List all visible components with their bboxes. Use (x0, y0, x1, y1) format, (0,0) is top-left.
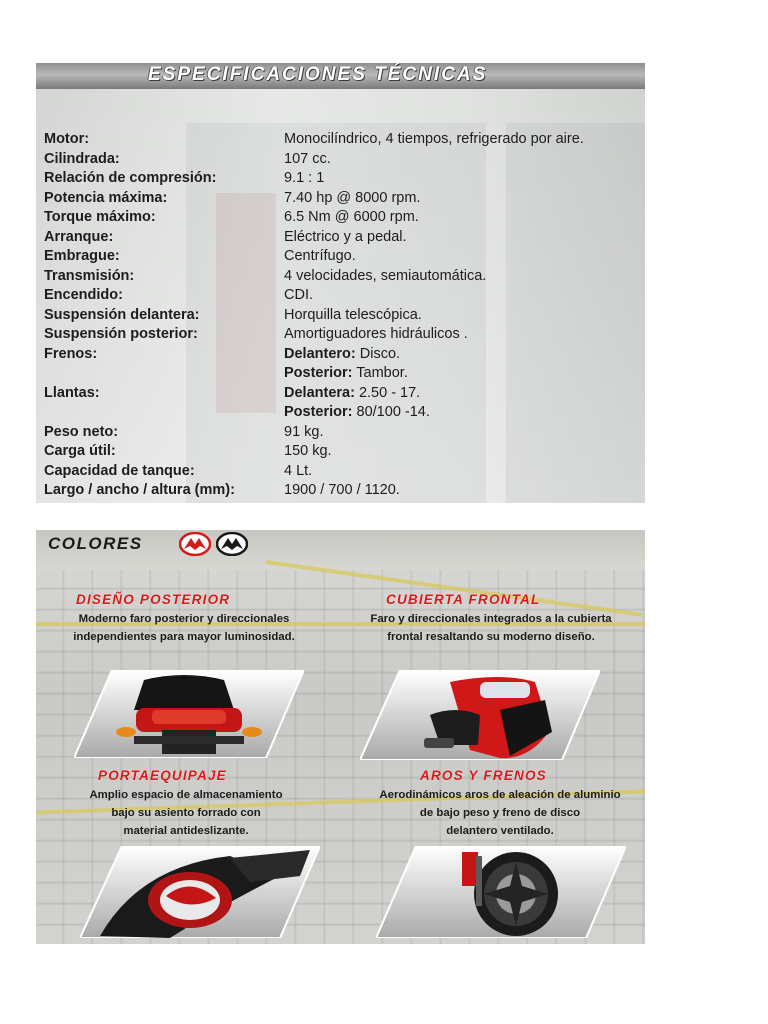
feature-desc-line: Amplio espacio de almacenamiento (89, 789, 283, 801)
color-swatch-black (216, 532, 248, 556)
spec-label: Arranque: (44, 228, 114, 245)
spec-value: Centrífugo. (284, 248, 356, 264)
spec-label: Embrague: (44, 248, 120, 264)
spec-value (284, 346, 400, 362)
spec-subvalue: 2.50 - 17. (354, 384, 421, 401)
spec-value: Horquilla telescópica. (284, 306, 422, 323)
photo-rear-light (74, 670, 304, 758)
feature-desc-line: independientes para mayor luminosidad. (73, 631, 295, 643)
spec-subkey: Posterior: (284, 365, 353, 381)
spec-label: Transmisión: (44, 267, 135, 284)
spec-subvalue: Disco. (355, 345, 401, 362)
feature-desc-line: bajo su asiento forrado con (111, 807, 261, 819)
spec-label: Motor: (44, 131, 90, 147)
spec-value (284, 365, 408, 381)
feature-desc-aros-frenos (355, 786, 645, 840)
spec-label: Llantas: (44, 384, 100, 401)
spec-value: 1900 / 700 / 1120. (284, 482, 400, 498)
spec-subvalue: Tambor. (352, 365, 408, 381)
feature-desc-line: delantero ventilado. (446, 825, 554, 837)
feature-desc-line: Faro y direccionales integrados a la cubierta (370, 613, 612, 625)
spec-label: Cilindrada: (44, 150, 120, 167)
spec-subkey: Delantera: (284, 384, 355, 401)
spec-value: 107 cc. (284, 150, 331, 167)
feature-title-diseno-posterior: DISEÑO POSTERIOR (76, 592, 231, 607)
spec-value: CDI. (284, 287, 313, 303)
color-swatch-red (179, 532, 211, 556)
spec-value: Eléctrico y a pedal. (284, 228, 407, 245)
spec-label: Encendido: (44, 287, 123, 303)
feature-desc-line: Moderno faro posterior y direccionales (78, 613, 290, 625)
spec-value: 7.40 hp @ 8000 rpm. (284, 189, 421, 206)
background-wall (506, 123, 645, 503)
feature-title-portaequipaje: PORTAEQUIPAJE (98, 768, 227, 783)
spec-label: Peso neto: (44, 423, 119, 440)
photo-storage-compartment (80, 846, 320, 938)
spec-value: 4 Lt. (284, 462, 313, 479)
spec-subvalue: 80/100 -14. (352, 404, 430, 420)
feature-desc-portaequipaje (58, 786, 314, 840)
spec-label: Frenos: (44, 345, 98, 362)
photo-wheel-brake (376, 846, 626, 938)
spec-label: Capacidad de tanque: (44, 462, 195, 479)
spec-value: Monocilíndrico, 4 tiempos, refrigerado por aire. (284, 131, 584, 147)
spec-label: Largo / ancho / altura (mm): (44, 482, 235, 498)
spec-title: ESPECIFICACIONES TÉCNICAS (148, 64, 488, 85)
spec-subkey: Posterior: (284, 404, 353, 420)
feature-desc-line: frontal resaltando su moderno diseño. (387, 631, 595, 643)
specifications-panel (36, 63, 645, 503)
feature-title-aros-frenos: AROS Y FRENOS (420, 768, 547, 783)
feature-desc-line: material antideslizante. (123, 825, 249, 837)
background-door (216, 193, 276, 413)
spec-value: 150 kg. (284, 443, 332, 459)
feature-desc-cubierta-frontal (341, 610, 641, 646)
colors-title: COLORES (48, 534, 143, 553)
spec-value: 6.5 Nm @ 6000 rpm. (284, 209, 419, 225)
spec-header-bar (36, 63, 645, 89)
spec-label: Torque máximo: (44, 209, 156, 225)
spec-value: 91 kg. (284, 423, 324, 440)
spec-label: Relación de compresión: (44, 170, 217, 186)
spec-value (284, 404, 430, 420)
spec-value: 4 velocidades, semiautomática. (284, 267, 487, 284)
photo-front-cover (360, 670, 600, 760)
spec-label: Suspensión posterior: (44, 326, 198, 342)
spec-value (284, 385, 420, 401)
spec-label: Potencia máxima: (44, 189, 168, 206)
spec-label: Suspensión delantera: (44, 306, 200, 323)
spec-value: Amortiguadores hidráulicos . (284, 326, 468, 342)
spec-subkey: Delantero: (284, 345, 356, 362)
spec-value: 9.1 : 1 (284, 170, 325, 186)
feature-title-cubierta-frontal: CUBIERTA FRONTAL (386, 592, 541, 607)
spec-label: Carga útil: (44, 443, 116, 459)
feature-desc-diseno-posterior (42, 610, 326, 646)
feature-desc-line: Aerodinámicos aros de aleación de aluminio (379, 789, 621, 801)
feature-desc-line: de bajo peso y freno de disco (419, 807, 581, 819)
features-panel (36, 530, 645, 944)
